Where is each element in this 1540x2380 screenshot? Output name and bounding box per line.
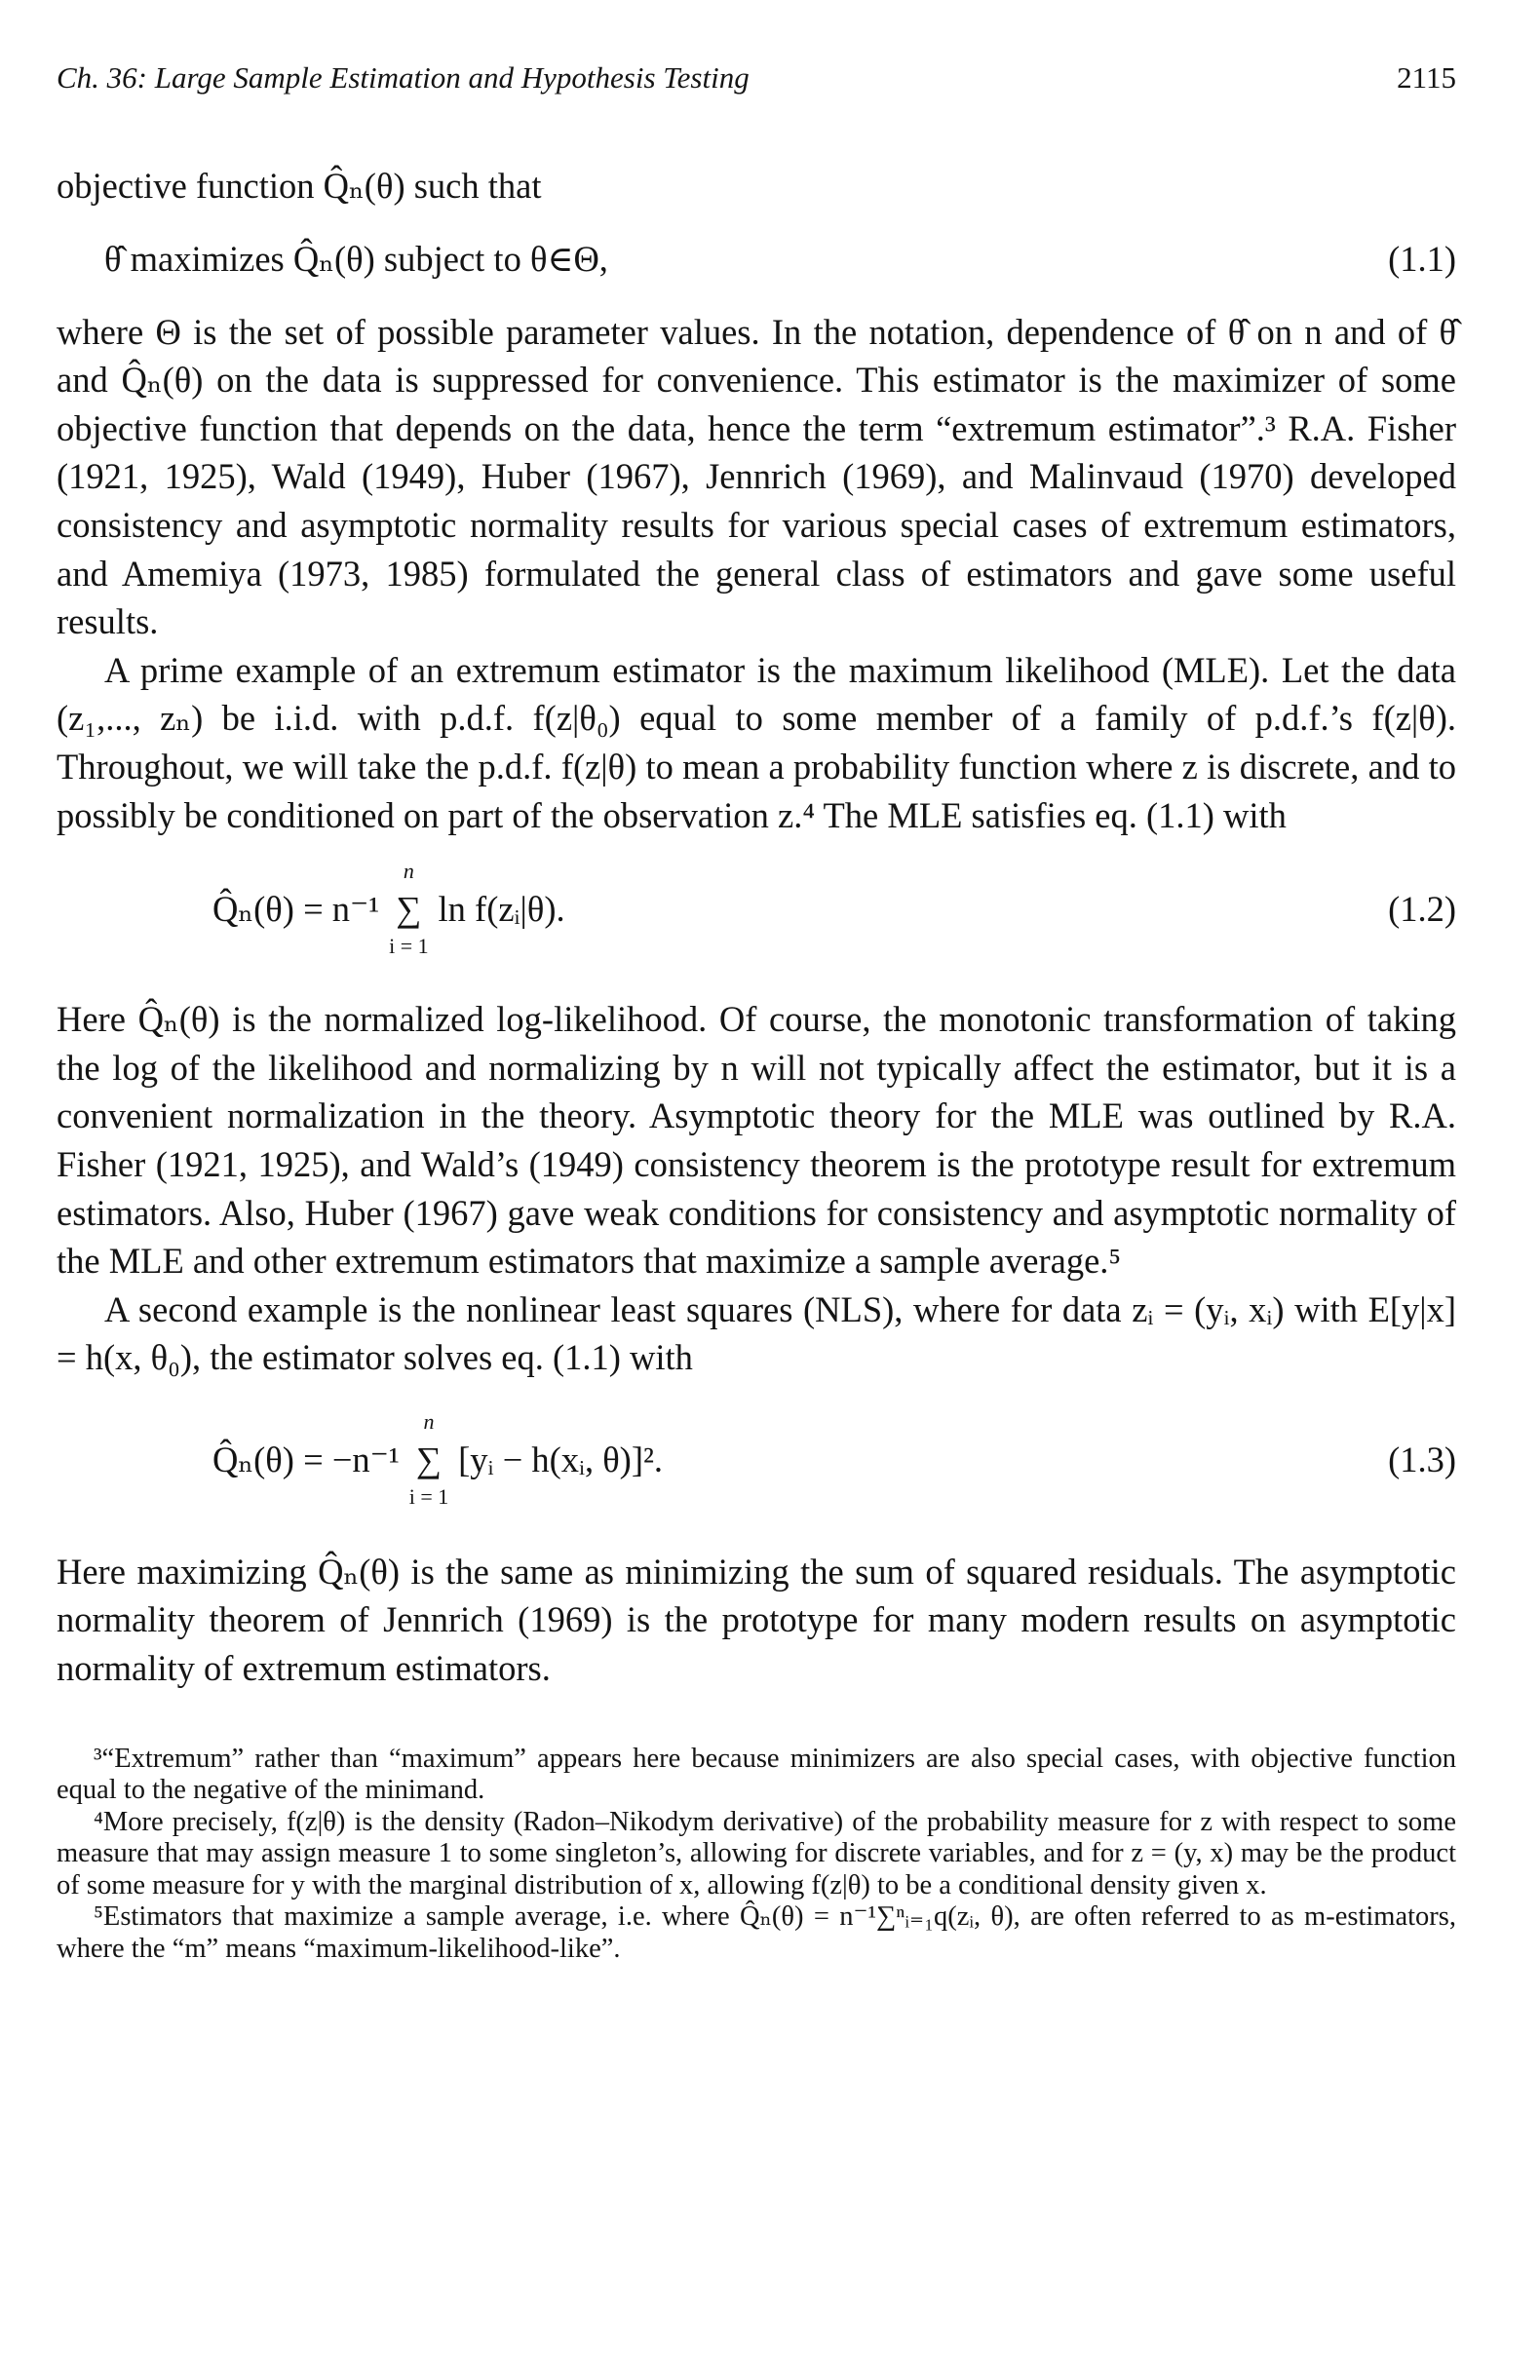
page-number: 2115 xyxy=(1397,60,1456,95)
equation-1-1-body: θ̂ maximizes Q̂ₙ(θ) subject to θ∈Θ, xyxy=(104,238,608,279)
running-title: Ch. 36: Large Sample Estimation and Hypothesis Testing xyxy=(57,60,750,95)
equation-1-2-number: (1.2) xyxy=(1388,889,1456,930)
footnote-5: ⁵Estimators that maximize a sample average, i.e. where Q̂ₙ(θ) = n⁻¹∑ⁿᵢ₌₁q(zᵢ, θ), are often referred to as m-estimators, where the “m” means “maximum-likelihood-like”. xyxy=(57,1901,1456,1964)
page xyxy=(57,60,1456,1965)
paragraph-4: A second example is the nonlinear least squares (NLS), where for data zᵢ = (yᵢ, xᵢ) with E[y|x] = h(x, θ₀), the estimator solves eq. (1.1) with xyxy=(57,1288,1456,1378)
equation-1-3-rhs: [yᵢ − h(xᵢ, θ)]². xyxy=(458,1439,664,1479)
equation-1-1-number: (1.1) xyxy=(1388,238,1456,279)
equation-1-3 xyxy=(57,1408,1456,1509)
equation-1-1 xyxy=(57,238,1456,296)
summation-sign: ∑ n i = 1 xyxy=(408,1408,449,1509)
sum-lower-limit: i = 1 xyxy=(408,1483,449,1509)
equation-1-3-lhs: Q̂ₙ(θ) = −n⁻¹ xyxy=(212,1439,400,1479)
paragraph-5: Here maximizing Q̂ₙ(θ) is the same as minimizing the sum of squared residuals. The asymptotic normality theorem of Jennrich (1969) is the prototype for many modern results on asymptotic normality of extremum estimators. xyxy=(57,1551,1456,1689)
equation-1-2-rhs: ln f(zᵢ|θ). xyxy=(438,889,565,930)
summation-sign: ∑ n i = 1 xyxy=(389,859,429,959)
footnote-4: ⁴More precisely, f(z|θ) is the density (Radon–Nikodym derivative) of the probability measure for z with respect to some measure that may assign measure 1 to some singleton’s, allowing for discrete variables, and for z = (y, x) may be the product of some measure for y with the marginal distribution of x, allowing f(z|θ) to be a conditional density given x. xyxy=(57,1806,1456,1900)
equation-1-3-number: (1.3) xyxy=(1388,1439,1456,1479)
equation-1-2 xyxy=(57,859,1456,959)
sum-upper-limit: n xyxy=(423,1408,435,1434)
paragraph-3: Here Q̂ₙ(θ) is the normalized log-likelihood. Of course, the monotonic transformation of taking the log of the likelihood and normalizing by n will not typically affect the estimator, but it is a convenient normalization in the theory. Asymptotic theory for the MLE was outlined by R.A. Fisher (1921, 1925), and Wald’s (1949) consistency theorem is the prototype result for extremum estimators. Also, Huber (1967) gave weak conditions for consistency and asymptotic normality of the MLE and other extremum estimators that maximize a sample average.⁵ xyxy=(57,999,1456,1282)
footnote-3: ³“Extremum” rather than “maximum” appears here because minimizers are also special cases, with objective function equal to the negative of the minimand. xyxy=(57,1743,1456,1806)
paragraph-2: A prime example of an extremum estimator is the maximum likelihood (MLE). Let the data (z₁,..., zₙ) be i.i.d. with p.d.f. f(z|θ₀) equal to some member of a family of p.d.f.’s f(z|θ). Throughout, we will take the p.d.f. f(z|θ) to mean a probability function where z is discrete, and to possibly be conditioned on part of the observation z.⁴ The MLE satisfies eq. (1.1) with xyxy=(57,649,1456,835)
sum-lower-limit: i = 1 xyxy=(389,934,429,959)
sum-upper-limit: n xyxy=(403,859,414,884)
footnotes xyxy=(57,1744,1456,1966)
equation-1-2-lhs: Q̂ₙ(θ) = n⁻¹ xyxy=(212,889,380,930)
running-header xyxy=(57,60,1456,109)
paragraph-1: where Θ is the set of possible parameter values. In the notation, dependence of θ̂ on n and of θ̂ and Q̂ₙ(θ) on the data is suppressed for convenience. This estimator is the maximizer of some objective function that depends on the data, hence the term “extremum estimator”.³ R.A. Fisher (1921, 1925), Wald (1949), Huber (1967), Jennrich (1969), and Malinvaud (1970) developed consistency and asymptotic normality results for various special cases of extremum estimators, and Amemiya (1973, 1985) formulated the general class of estimators and gave some useful results. xyxy=(57,311,1456,642)
intro-line: objective function Q̂ₙ(θ) such that xyxy=(57,166,542,206)
